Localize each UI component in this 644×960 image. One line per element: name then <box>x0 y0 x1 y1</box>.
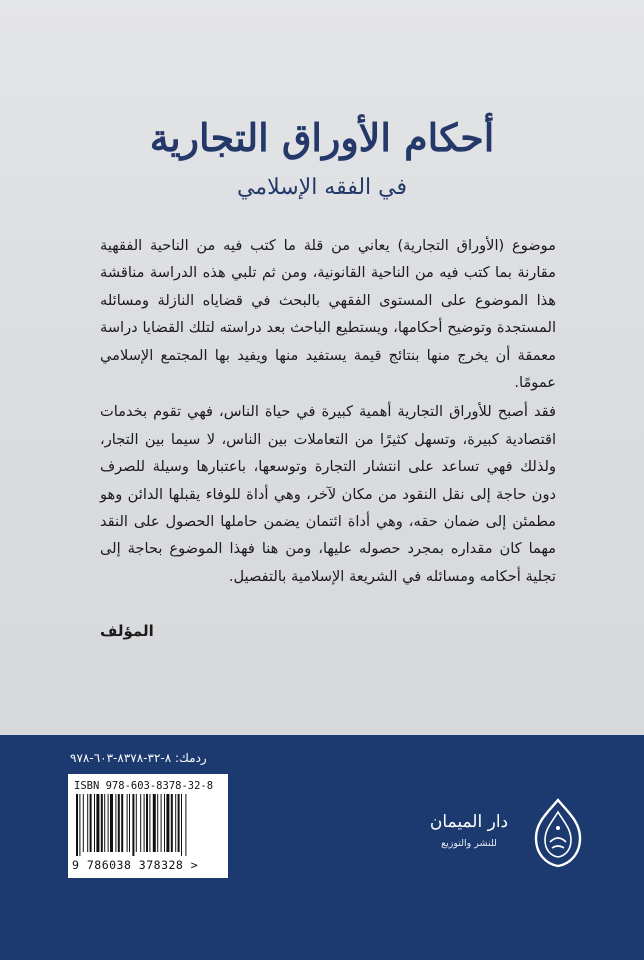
paragraph-2: فقد أصبح للأوراق التجارية أهمية كبيرة في حياة الناس، فهي تقوم بخدمات اقتصادية كبيرة، وتسهل كثيرًا من التعاملات بين الناس، لا سيما بين التجار، ولذلك فهي تساعد على انتشار التجارة وتوسعها، باعتبارها وسيلة للصرف دون حاجة إلى نقل النقود من مكان لآخر، وهي أداة للوفاء يقبلها الدائن وهو مطمئن إلى ضمان حقه، وهي أداة ائتمان يضمن حاملها الحصول على النقد مهما كان مقداره بمجرد حصوله عليها، ومن هنا فهذا الموضوع بحاجة إلى تجلية أحكامه ومسائله في الشريعة الإسلامية بالتفصيل. <box>100 403 556 585</box>
barcode-bar <box>140 794 141 852</box>
publisher-logo-icon <box>530 798 586 868</box>
barcode-bar <box>157 794 158 852</box>
barcode-bar <box>110 794 113 852</box>
publisher-tagline: للنشر والتوزيع <box>441 838 497 849</box>
barcode-bar <box>178 794 180 852</box>
barcode-bar <box>87 794 88 852</box>
barcode-digits: 9 786038 378328 > <box>72 858 199 872</box>
barcode-bar <box>127 794 128 852</box>
isbn-arabic: ردمك: ٨-٣٢-٨٣٧٨-٦٠٣-٩٧٨ <box>70 751 207 765</box>
book-title: أحكام الأوراق التجارية <box>149 115 495 160</box>
title-block <box>0 112 644 204</box>
barcode-bar <box>115 794 116 852</box>
barcode-bar <box>121 794 123 852</box>
publisher-name: دار الميمان <box>429 812 509 832</box>
barcode-bar <box>76 794 78 856</box>
book-subtitle: في الفقه الإسلامي <box>236 175 408 200</box>
barcode-bar <box>181 794 182 856</box>
barcode-bar <box>175 794 176 852</box>
isbn-label: ISBN 978-603-8378-32-8 <box>74 780 214 792</box>
publisher-block <box>429 798 586 868</box>
back-cover-text <box>100 232 556 590</box>
barcode-bar <box>101 794 103 852</box>
author-label: المؤلف <box>100 622 154 640</box>
barcode-bar <box>104 794 105 852</box>
barcode-bar <box>90 794 92 852</box>
barcode-bar <box>118 794 120 852</box>
barcode <box>68 774 228 878</box>
barcode-bar <box>149 794 150 852</box>
barcode-bar <box>94 794 95 852</box>
paragraph-1: موضوع (الأوراق التجارية) يعاني من قلة ما كتب فيه من الناحية الفقهية مقارنة بما كتب فيه من الناحية القانونية، ومن ثم تلبي هذه الدراسة مناقشة هذا الموضوع على المستوى الفقهي بالبحث في قضاياه النازلة ومسائله المستجدة وتوضيح أحكامها، ويستطيع الباحث بعد دراسته لتلك القضايا دراسة معمقة أن يخرج منها بنتائج قيمة يستفيد منها ويفيد بها المجتمع الإسلامي عمومًا. <box>100 237 556 392</box>
barcode-bar <box>166 794 169 852</box>
barcode-bar <box>146 794 148 852</box>
barcode-bar <box>153 794 156 852</box>
barcode-bar <box>185 794 186 856</box>
barcode-bar <box>161 794 162 852</box>
barcode-bar <box>108 794 109 852</box>
barcode-bar <box>136 794 137 852</box>
barcode-bars <box>74 794 222 856</box>
barcode-bar <box>171 794 173 852</box>
barcode-bar <box>83 794 84 852</box>
barcode-bar <box>96 794 99 852</box>
barcode-bar <box>144 794 145 852</box>
barcode-bar <box>129 794 130 852</box>
barcode-bar <box>164 794 165 852</box>
barcode-bar <box>79 794 80 856</box>
barcode-bar <box>132 794 134 856</box>
